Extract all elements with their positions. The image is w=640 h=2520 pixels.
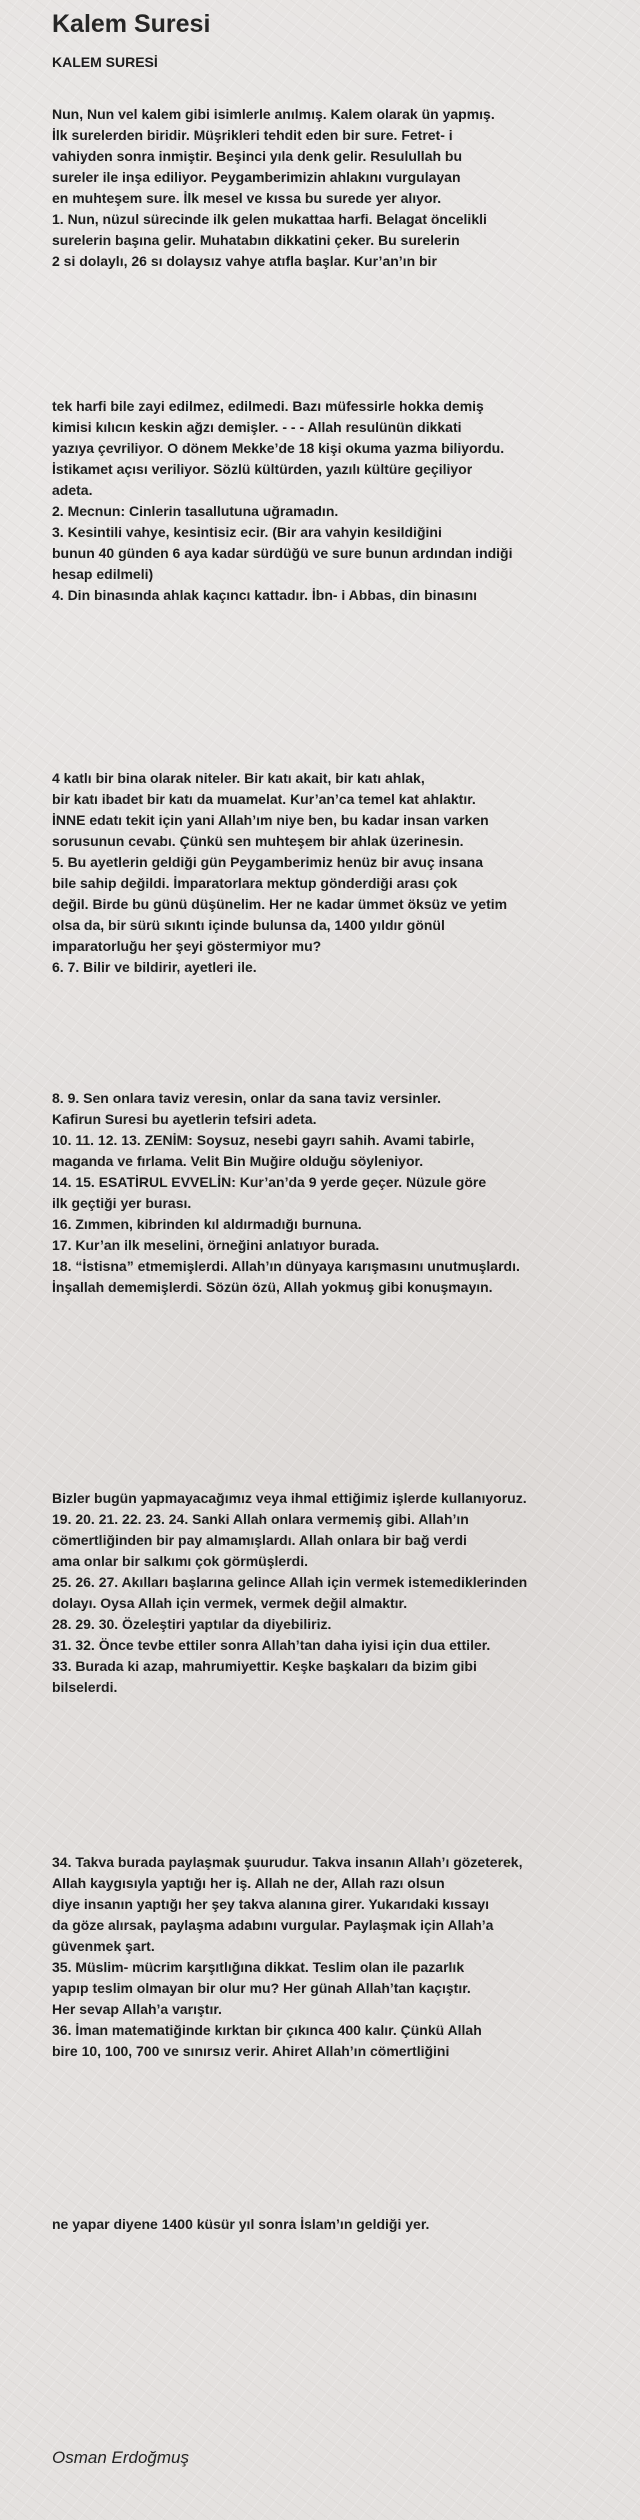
poem-line: Her sevap Allah’a varıştır. bbox=[52, 2001, 222, 2017]
poem-line: 28. 29. 30. Özeleştiri yaptılar da diyebiliriz. bbox=[52, 1616, 332, 1632]
poem-line: ama onlar bir salkımı çok görmüşlerdi. bbox=[52, 1553, 308, 1569]
poem-line: 34. Takva burada paylaşmak şuurudur. Takva insanın Allah’ı gözeterek, bbox=[52, 1854, 523, 1870]
poem-line: 6. 7. Bilir ve bildirir, ayetleri ile. bbox=[52, 959, 257, 975]
stanza bbox=[52, 768, 622, 978]
poem-line: 25. 26. 27. Akılları başlarına gelince Allah için vermek istemediklerinden bbox=[52, 1574, 528, 1590]
poem-line: 1. Nun, nüzul sürecinde ilk gelen mukattaa harfi. Belagat öncelikli bbox=[52, 211, 487, 227]
poem-line: İstikamet açısı veriliyor. Sözlü kültürden, yazılı kültüre geçiliyor bbox=[52, 461, 473, 477]
poem-line: Nun, Nun vel kalem gibi isimlerle anılmış. Kalem olarak ün yapmış. bbox=[52, 106, 495, 122]
poem-line: bir katı ibadet bir katı da muamelat. Kur’an’ca temel kat ahlaktır. bbox=[52, 791, 476, 807]
poem-line: da göze alırsak, paylaşma adabını vurgular. Paylaşmak için Allah’a bbox=[52, 1917, 494, 1933]
poem-line: imparatorluğu her şeyi göstermiyor mu? bbox=[52, 938, 322, 954]
poem-line: 16. Zımmen, kibrinden kıl aldırmadığı burnuna. bbox=[52, 1216, 362, 1232]
poem-line: yazıya çevriliyor. O dönem Mekke’de 18 kişi okuma yazma biliyordu. bbox=[52, 440, 505, 456]
poem-line: hesap edilmeli) bbox=[52, 566, 154, 582]
poem-line: 14. 15. ESATİRUL EVVELİN: Kur’an’da 9 yerde geçer. Nüzule göre bbox=[52, 1174, 487, 1190]
stanza bbox=[52, 1488, 622, 1698]
poem-line: 33. Burada ki azap, mahrumiyettir. Keşke başkaları da bizim gibi bbox=[52, 1658, 477, 1674]
poem-line: Allah kaygısıyla yaptığı her iş. Allah ne der, Allah razı olsun bbox=[52, 1875, 445, 1891]
stanza bbox=[52, 2214, 622, 2235]
poem-line: en muhteşem sure. İlk mesel ve kıssa bu surede yer alıyor. bbox=[52, 190, 442, 206]
poem-line: 3. Kesintili vahye, kesintisiz ecir. (Bir ara vahyin kesildiğini bbox=[52, 524, 442, 540]
poem-line: 8. 9. Sen onlara taviz veresin, onlar da sana taviz versinler. bbox=[52, 1090, 442, 1106]
poem-line: ilk geçtiği yer burası. bbox=[52, 1195, 192, 1211]
poem-line: maganda ve fırlama. Velit Bin Muğire olduğu söyleniyor. bbox=[52, 1153, 424, 1169]
stanza bbox=[52, 1088, 622, 1298]
poem-line: 10. 11. 12. 13. ZENİM: Soysuz, nesebi gayrı sahih. Avami tabirle, bbox=[52, 1132, 475, 1148]
poem-line: tek harfi bile zayi edilmez, edilmedi. Bazı müfessirle hokka demiş bbox=[52, 398, 484, 414]
author-name: Osman Erdoğmuş bbox=[52, 2448, 189, 2467]
poem-line: bilselerdi. bbox=[52, 1679, 118, 1695]
stanza bbox=[52, 396, 622, 606]
poem-line: surelerin başına gelir. Muhatabın dikkatini çeker. Bu surelerin bbox=[52, 232, 460, 248]
poem-line: Kafirun Suresi bu ayetlerin tefsiri adeta. bbox=[52, 1111, 317, 1127]
poem-line: İlk surelerden biridir. Müşrikleri tehdit eden bir sure. Fetret- i bbox=[52, 127, 453, 143]
poem-line: ne yapar diyene 1400 küsür yıl sonra İslam’ın geldiği yer. bbox=[52, 2216, 430, 2232]
poem-line: 4. Din binasında ahlak kaçıncı kattadır. İbn- i Abbas, din binasını bbox=[52, 587, 478, 603]
poem-line: dolayı. Oysa Allah için vermek, vermek değil almaktır. bbox=[52, 1595, 408, 1611]
poem-line: bile sahip değildi. İmparatorlara mektup gönderdiği arası çok bbox=[52, 875, 458, 891]
poem-subtitle: KALEM SURESİ bbox=[52, 54, 158, 70]
poem-line: sorusunun cevabı. Çünkü sen muhteşem bir ahlak üzerinesin. bbox=[52, 833, 464, 849]
poem-line: 36. İman matematiğinde kırktan bir çıkınca 400 kalır. Çünkü Allah bbox=[52, 2022, 482, 2038]
poem-line: 19. 20. 21. 22. 23. 24. Sanki Allah onlara vermemiş gibi. Allah’ın bbox=[52, 1511, 469, 1527]
poem-line: 31. 32. Önce tevbe ettiler sonra Allah’tan daha iyisi için dua ettiler. bbox=[52, 1637, 491, 1653]
poem-line: 2 si dolaylı, 26 sı dolaysız vahye atıfla başlar. Kur’an’ın bir bbox=[52, 253, 437, 269]
poem-line: İnşallah dememişlerdi. Sözün özü, Allah yokmuş gibi konuşmayın. bbox=[52, 1279, 493, 1295]
poem-title: Kalem Suresi bbox=[52, 10, 211, 38]
poem-line: sureler ile inşa ediliyor. Peygamberimizin ahlakını vurgulayan bbox=[52, 169, 461, 185]
stanza bbox=[52, 104, 622, 272]
poem-line: vahiyden sonra inmiştir. Beşinci yıla denk gelir. Resulullah bu bbox=[52, 148, 463, 164]
poem-line: kimisi kılıcın keskin ağzı demişler. - - - Allah resulünün dikkati bbox=[52, 419, 462, 435]
poem-line: 2. Mecnun: Cinlerin tasallutuna uğramadın. bbox=[52, 503, 339, 519]
poem-line: 4 katlı bir bina olarak niteler. Bir katı akait, bir katı ahlak, bbox=[52, 770, 425, 786]
poem-line: 35. Müslim- mücrim karşıtlığına dikkat. Teslim olan ile pazarlık bbox=[52, 1959, 465, 1975]
poem-line: cömertliğinden bir pay almamışlardı. Allah onlara bir bağ verdi bbox=[52, 1532, 467, 1548]
poem-line: Bizler bugün yapmayacağımız veya ihmal ettiğimiz işlerde kullanıyoruz. bbox=[52, 1490, 527, 1506]
poem-line: diye insanın yaptığı her şey takva alanına girer. Yukarıdaki kıssayı bbox=[52, 1896, 490, 1912]
poem-line: İNNE edatı tekit için yani Allah’ım niye ben, bu kadar insan varken bbox=[52, 812, 489, 828]
poem-line: bunun 40 günden 6 aya kadar sürdüğü ve sure bunun ardından indiği bbox=[52, 545, 513, 561]
poem-line: olsa da, bir sürü sıkıntı içinde bulunsa da, 1400 yıldır gönül bbox=[52, 917, 445, 933]
poem-line: bire 10, 100, 700 ve sınırsız verir. Ahiret Allah’ın cömertliğini bbox=[52, 2043, 450, 2059]
poem-line: adeta. bbox=[52, 482, 93, 498]
poem-line: 17. Kur’an ilk meselini, örneğini anlatıyor burada. bbox=[52, 1237, 380, 1253]
poem-line: 18. “İstisna” etmemişlerdi. Allah’ın dünyaya karışmasını unutmuşlardı. bbox=[52, 1258, 520, 1274]
stanza bbox=[52, 1852, 622, 2062]
poem-line: 5. Bu ayetlerin geldiği gün Peygamberimiz henüz bir avuç insana bbox=[52, 854, 483, 870]
poem-line: güvenmek şart. bbox=[52, 1938, 155, 1954]
poem-line: yapıp teslim olmayan bir olur mu? Her günah Allah’tan kaçıştır. bbox=[52, 1980, 471, 1996]
poem-line: değil. Birde bu günü düşünelim. Her ne kadar ümmet öksüz ve yetim bbox=[52, 896, 508, 912]
